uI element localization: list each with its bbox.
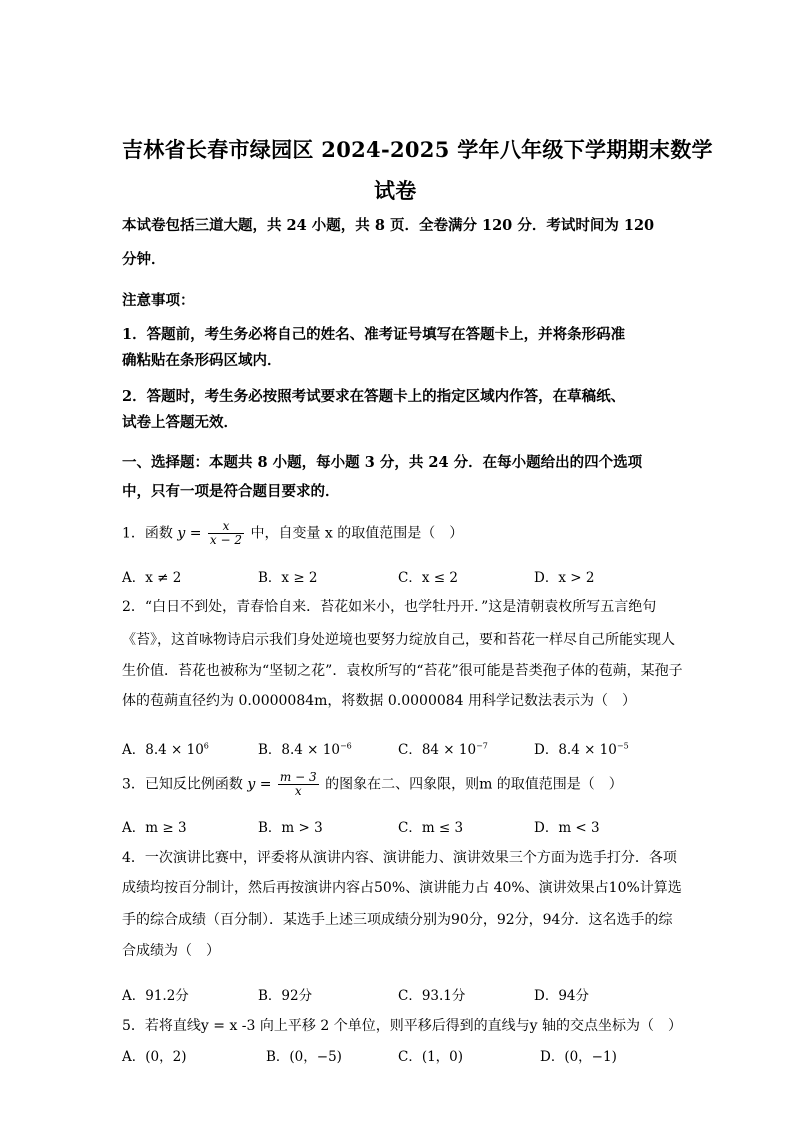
q2-line-2: 《苔》，这首咏物诗启示我们身处逆境也要努力绽放自己，要和苔花一样尽自己所能实现人 (122, 632, 675, 648)
q3-prefix: 3．已知反比例函数 (122, 776, 243, 793)
q4-option-d: D．94分 (534, 988, 590, 1004)
q3-fraction (278, 771, 319, 798)
question-3 (122, 771, 623, 798)
q2-option-c (398, 738, 488, 758)
q2-option-a-exponent: 6 (203, 741, 209, 751)
title-line-2: 试卷 (374, 178, 417, 203)
note-2-line-2: 试卷上答题无效． (122, 414, 238, 431)
q3-option-b: B．m > 3 (258, 820, 323, 836)
q2-option-d (534, 738, 629, 758)
notes-heading: 注意事项： (122, 292, 195, 309)
q3-option-d: D．m < 3 (534, 820, 600, 836)
q3-suffix: 的图象在二、四象限，则m 的取值范围是（ ） (325, 776, 623, 793)
section-1-line-2: 中，只有一项是符合题目要求的． (122, 483, 340, 500)
q5-line-1: 5．若将直线y = x -3 向上平移 2 个单位，则平移后得到的直线与y 轴的交点坐标为（ ） (122, 1018, 683, 1034)
question-1 (122, 520, 463, 547)
section-1-line-1: 一、选择题：本题共 8 小题，每小题 3 分，共 24 分．在每小题给出的四个选项 (122, 454, 643, 471)
intro-line-2: 分钟． (122, 251, 166, 268)
q3-fraction-numerator: m − 3 (279, 770, 317, 784)
q1-lhs: y = (177, 525, 202, 542)
q2-option-d-exponent: −5 (616, 741, 629, 751)
q5-option-c: C．(1，0) (398, 1049, 464, 1065)
q1-fraction-numerator: x (208, 520, 244, 534)
q4-line-2: 成绩均按百分制计，然后再按演讲内容占50%、演讲能力占 40%、演讲效果占10%计算选 (122, 880, 682, 896)
q1-option-b: B．x ≥ 2 (258, 570, 318, 586)
q2-option-c-base: C．84 × 10 (398, 742, 477, 758)
q4-line-3: 手的综合成绩（百分制）．某选手上述三项成绩分别为90分，92分，94分．这名选手的综 (122, 912, 673, 928)
q1-fraction-denominator: x − 2 (209, 533, 243, 547)
q2-option-c-exponent: −7 (476, 741, 488, 751)
q4-option-a: A．91.2分 (122, 988, 189, 1004)
q1-option-d: D．x > 2 (534, 570, 595, 586)
q3-option-c: C．m ≤ 3 (398, 820, 464, 836)
intro-line-1: 本试卷包括三道大题，共 24 小题，共 8 页．全卷满分 120 分．考试时间为 120 (122, 217, 655, 234)
q2-line-4: 体的苞蒴直径约为 0.0000084m，将数据 0.0000084 用科学记数法表示为（ ） (122, 693, 637, 709)
q2-option-a (122, 738, 209, 758)
q1-prefix: 1．函数 (122, 525, 173, 542)
note-1-line-2: 确粘贴在条形码区域内． (122, 352, 282, 369)
q3-fraction-denominator: x (294, 784, 302, 798)
q2-option-b-exponent: −6 (339, 741, 352, 751)
q1-suffix: 中，自变量 x 的取值范围是（ ） (250, 525, 464, 542)
q2-option-b (258, 738, 352, 758)
q4-option-b: B．92分 (258, 988, 313, 1004)
q2-option-a-base: A．8.4 × 10 (122, 742, 204, 758)
q1-fraction (208, 520, 244, 547)
q1-option-a: A．x ≠ 2 (122, 570, 182, 586)
q2-line-3: 生价值．苔花也被称为“坚韧之花”．袁枚所写的“苔花”很可能是苔类孢子体的苞蒴，某孢子 (122, 663, 683, 679)
q2-line-1: 2．“白日不到处，青春恰自来．苔花如米小，也学牡丹开．”这是清朝袁枚所写五言绝句 (122, 599, 657, 615)
q3-option-a: A．m ≥ 3 (122, 820, 187, 836)
q2-option-b-base: B．8.4 × 10 (258, 742, 340, 758)
q5-option-b: B．(0，−5) (266, 1049, 342, 1065)
q5-option-a: A．(0，2) (122, 1049, 187, 1065)
q4-option-c: C．93.1分 (398, 988, 466, 1004)
q4-line-1: 4．一次演讲比赛中，评委将从演讲内容、演讲能力、演讲效果三个方面为选手打分．各项 (122, 850, 677, 866)
note-1-line-1: 1．答题前，考生务必将自己的姓名、准考证号填写在答题卡上，并将条形码准 (122, 326, 626, 343)
q3-lhs: y = (247, 776, 272, 793)
q4-line-4: 合成绩为（ ） (122, 943, 220, 959)
q1-option-c: C．x ≤ 2 (398, 570, 458, 586)
q2-option-d-base: D．8.4 × 10 (534, 742, 617, 758)
note-2-line-1: 2．答题时，考生务必按照考试要求在答题卡上的指定区域内作答，在草稿纸、 (122, 388, 626, 405)
q5-option-d: D．(0，−1) (540, 1049, 617, 1065)
title-line-1: 吉林省长春市绿园区 2024-2025 学年八年级下学期期末数学 (122, 137, 713, 162)
